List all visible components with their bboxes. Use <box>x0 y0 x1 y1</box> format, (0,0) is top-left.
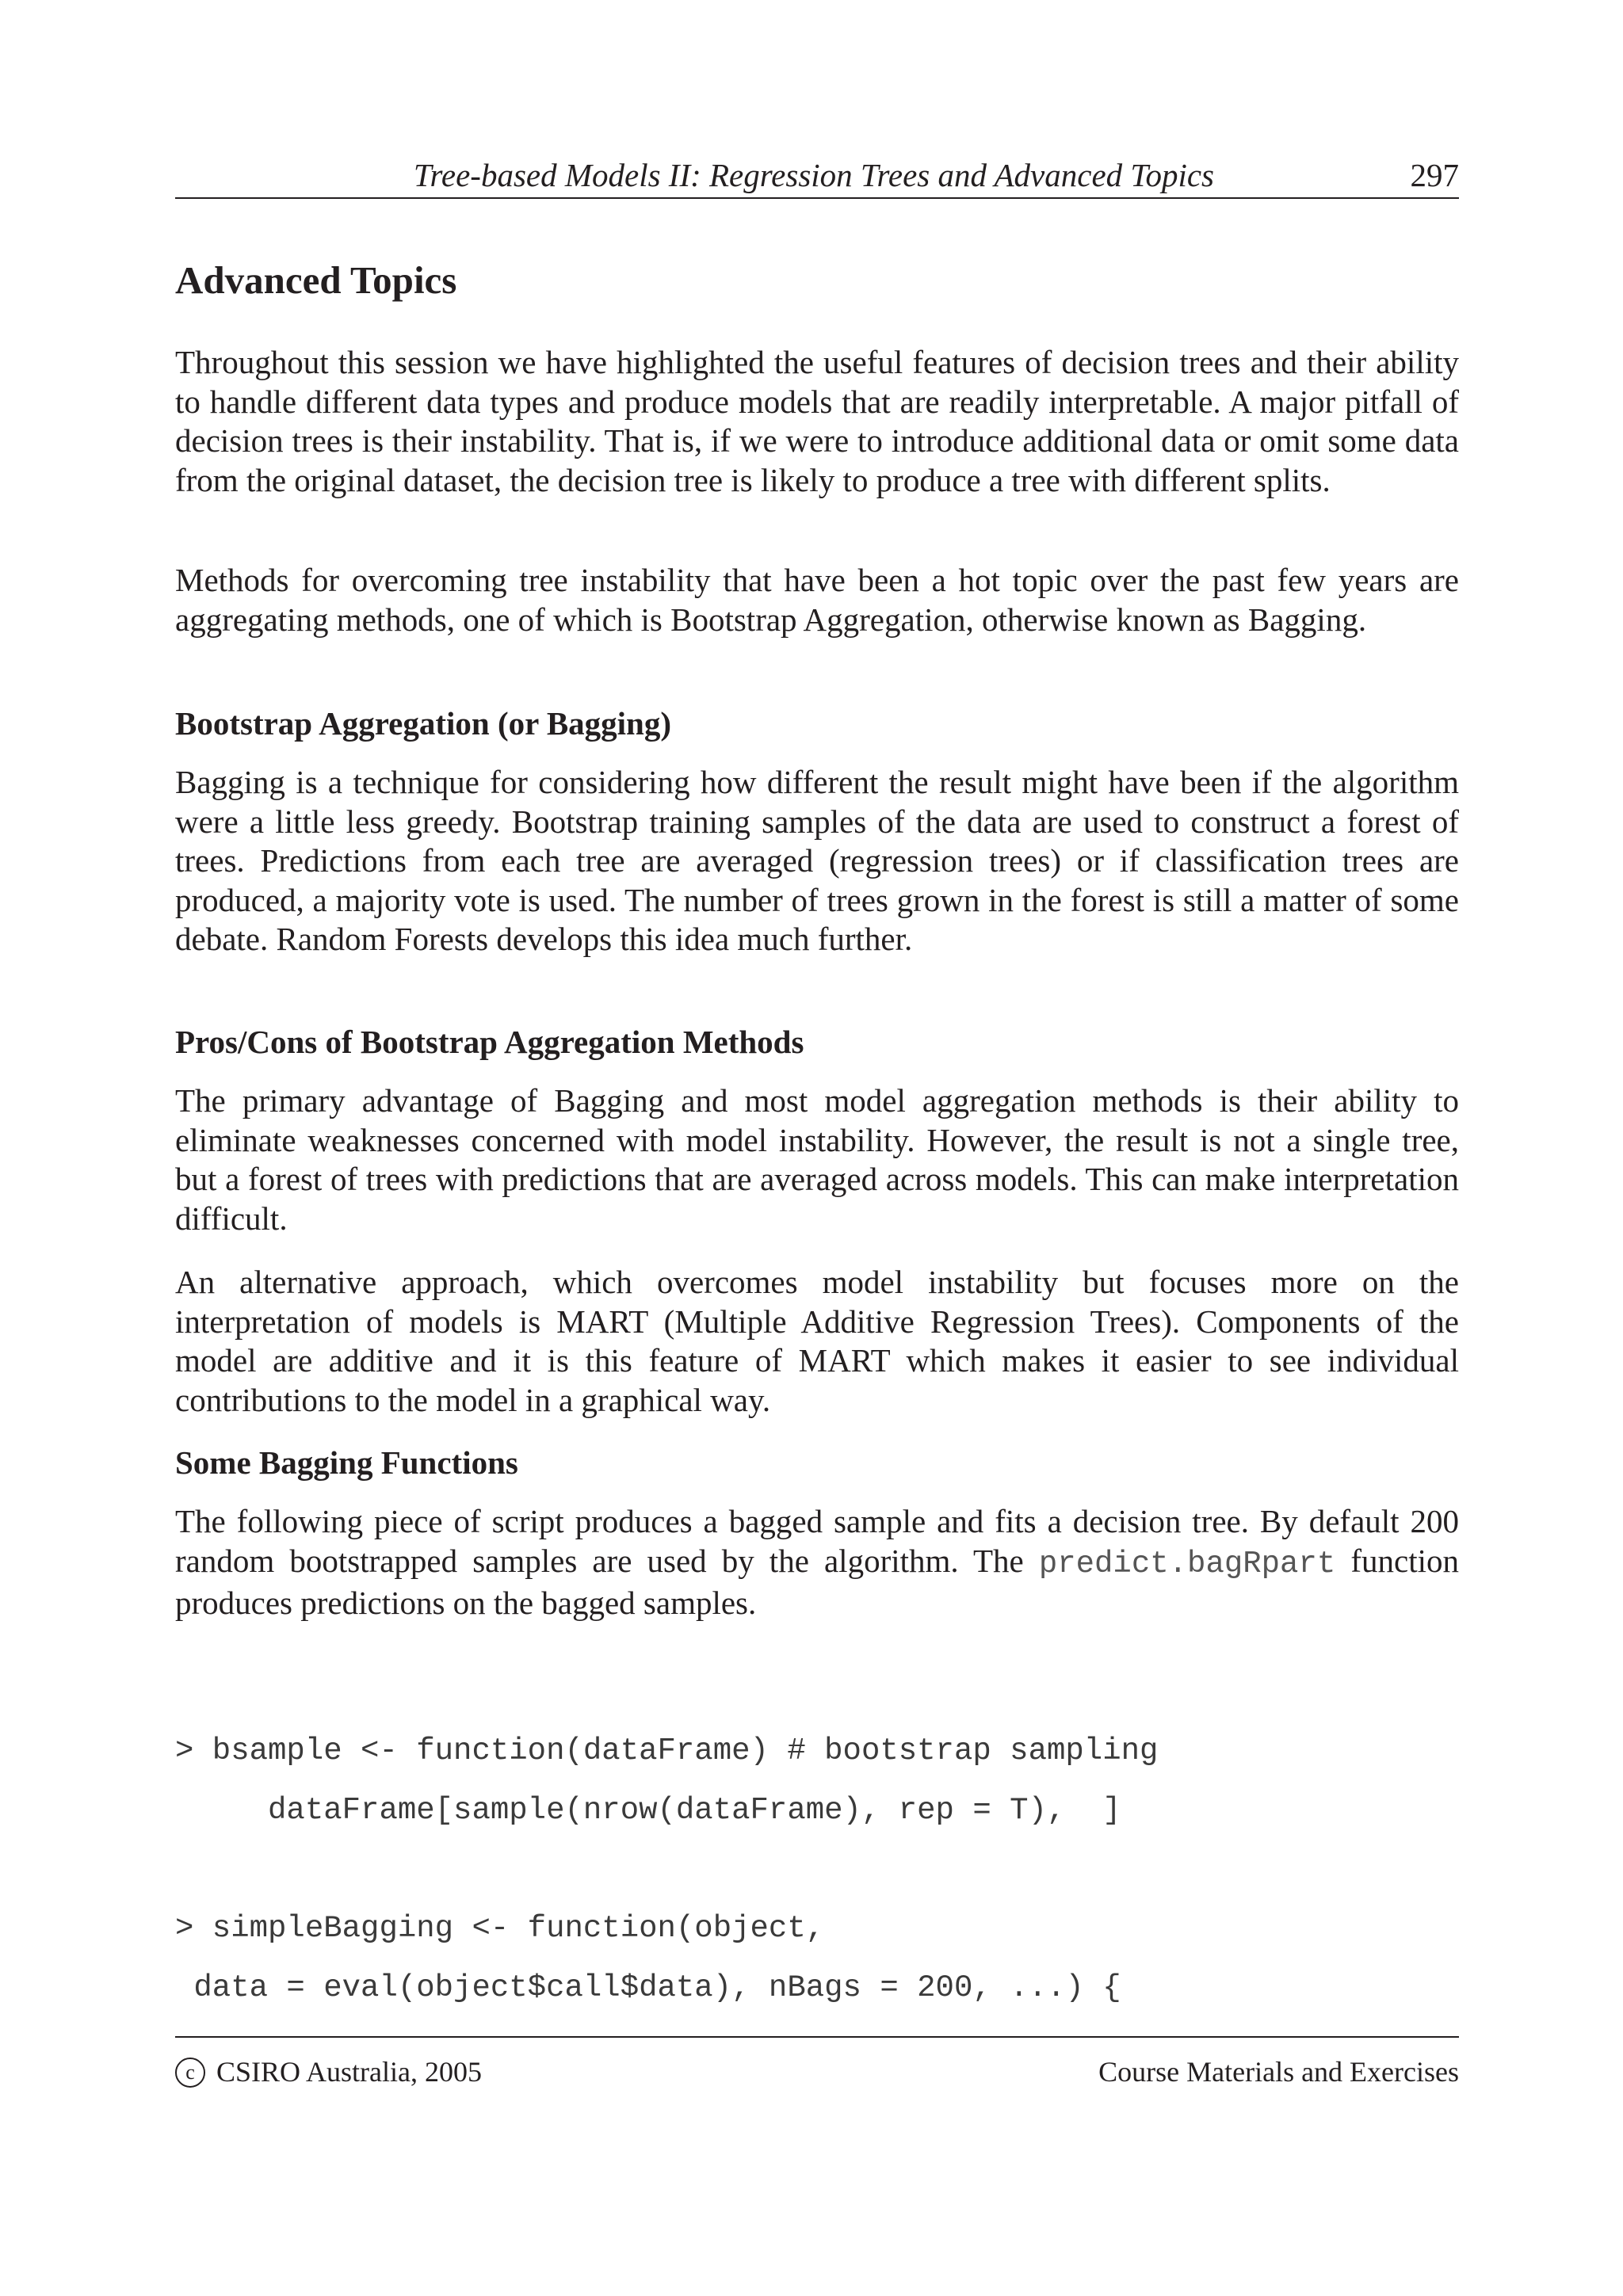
paragraph-pros-cons: The primary advantage of Bagging and most model aggregation methods is their ability to eliminate weaknesses concerned with model instability. However, the result is not a single tree, but a forest of trees with predictions that are averaged across models. This can make interpretation difficult. <box>175 1082 1459 1237</box>
code-line: > simpleBagging <- function(object, <box>175 1911 825 1946</box>
copyright-text: CSIRO Australia, 2005 <box>216 2056 483 2088</box>
paragraph-methods: Methods for overcoming tree instability that have been a hot topic over the past few years are aggregating methods, one of which is Bootstrap Aggregation, otherwise known as Bagging. <box>175 562 1459 638</box>
paragraph-functions-text-2: function produces predictions on the bagged samples. <box>175 1542 1459 1621</box>
copyright <box>175 2044 482 2100</box>
subhead-functions: Some Bagging Functions <box>175 1444 518 1481</box>
subhead-pros-cons: Pros/Cons of Bootstrap Aggregation Methods <box>175 1024 804 1060</box>
paragraph-functions <box>175 1502 1459 1623</box>
inline-code: predict.bagRpart <box>1038 1546 1336 1581</box>
paragraph-alternative: An alternative approach, which overcomes model instability but focuses more on the interpretation of models is MART (Multiple Additive Regression Trees). Components of the model are additive and it is this feature of MART which makes it easier to see individual contributions to the model in a graphical way. <box>175 1264 1459 1418</box>
running-header <box>175 153 1459 199</box>
code-line: > bsample <- function(dataFrame) # bootstrap sampling <box>175 1733 1159 1768</box>
page-footer <box>175 2036 1459 2093</box>
code-line: dataFrame[sample(nrow(dataFrame), rep = T), ] <box>175 1793 1121 1828</box>
course-name: Course Materials and Exercises <box>1098 2056 1459 2088</box>
subhead-bootstrap: Bootstrap Aggregation (or Bagging) <box>175 705 672 742</box>
paragraph-bagging: Bagging is a technique for considering how different the result might have been if the algorithm were a little less greedy. Bootstrap training samples of the data are used to construct a forest of trees. Predictions from each tree are averaged (regression trees) or if classification trees are produced, a majority vote is used. The number of trees grown in the forest is still a matter of some debate. Random Forests develops this idea much further. <box>175 764 1459 957</box>
section-title: Advanced Topics <box>175 258 457 302</box>
copyright-icon: c <box>175 2058 205 2088</box>
paragraph-intro: Throughout this session we have highlighted the useful features of decision trees and their ability to handle different data types and produce models that are readily interpretable. A major pitfall of decision trees is their instability. That is, if we were to introduce additional data or omit some data from the original dataset, the decision tree is likely to produce a tree with different splits. <box>175 344 1459 498</box>
page-number: 297 <box>1410 157 1459 193</box>
code-line: data = eval(object$call$data), nBags = 200, ...) { <box>175 1970 1121 2005</box>
running-title: Tree-based Models II: Regression Trees and Advanced Topics <box>413 157 1214 193</box>
paragraph-functions-text-1: The following piece of script produces a bagged sample and fits a decision tree. By default 200 random bootstrapped samples are used by the algorithm. The <box>175 1503 1459 1579</box>
